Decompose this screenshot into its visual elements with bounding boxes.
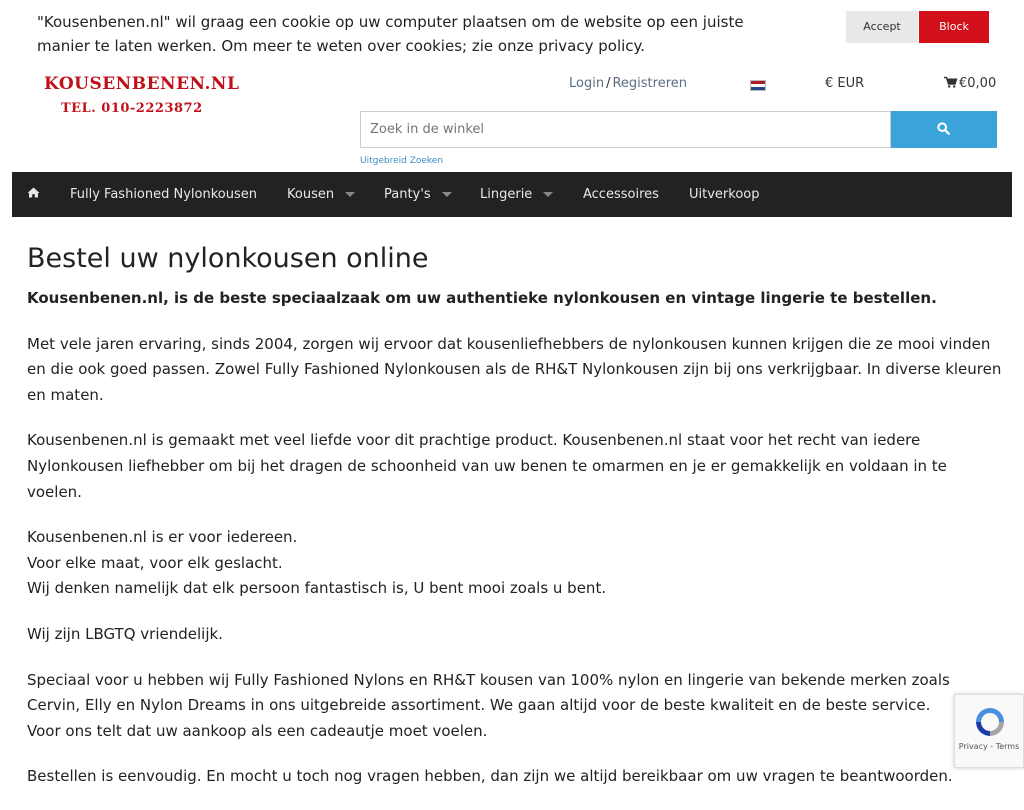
paragraph: Speciaal voor u hebben wij Fully Fashioned Nylons en RH&T kousen van 100% nylon en lingerie van bekende merken zoals Cervin, Elly en Nylon Dreams in ons uitgebreide assortiment. We gaan altijd voor de beste kwaliteit en de beste service.	[27, 670, 950, 715]
paragraph: Bestellen is eenvoudig. En mocht u toch nog vragen hebben, dan zijn we altijd bereikbaar om uw vragen te beantwoorden.	[27, 767, 953, 786]
account-links	[569, 76, 687, 91]
cookie-bar	[0, 0, 1024, 62]
paragraph: Wij denken namelijk dat elk persoon fantastisch is, U bent mooi zoals u bent.	[27, 579, 607, 598]
cart-total: €0,00	[959, 76, 997, 91]
recaptcha-links[interactable]: Privacy - Terms	[958, 742, 1020, 751]
search-input[interactable]	[360, 111, 891, 148]
site-logo[interactable]	[36, 68, 240, 124]
nav-label: Fully Fashioned Nylonkousen	[70, 187, 257, 202]
nav-label: Accessoires	[583, 187, 659, 202]
nav-label: Uitverkoop	[689, 187, 760, 202]
main-navigation	[12, 172, 1012, 217]
recaptcha-badge[interactable]	[954, 694, 1024, 768]
search-icon	[937, 122, 950, 135]
nav-home[interactable]	[12, 172, 54, 217]
register-link[interactable]: Registreren	[612, 76, 688, 91]
intro-text: Kousenbenen.nl, is de beste speciaalzaak om uw authentieke nylonkousen en vintage lingerie te bestellen.	[27, 289, 937, 307]
nav-pantys[interactable]	[384, 172, 452, 217]
logo-phone: TEL. 010-2223872	[61, 101, 203, 116]
advanced-search-link[interactable]: Uitgebreid Zoeken	[360, 156, 444, 166]
paragraph: Voor ons telt dat uw aankoop als een cadeautje moet voelen.	[27, 721, 488, 740]
page-title: Bestel uw nylonkousen online	[27, 243, 429, 274]
chevron-down-icon	[543, 192, 553, 197]
nav-lingerie[interactable]	[480, 172, 553, 217]
logo-name: KOUSENBENEN.NL	[44, 74, 240, 94]
account-separator: /	[606, 76, 611, 91]
nav-fully-fashioned[interactable]	[70, 172, 257, 217]
cookie-message: "Kousenbenen.nl" wil graag een cookie op uw computer plaatsen om de website op een juiste manier te laten werken. Om meer te weten over cookies; zie onze privacy policy.	[37, 13, 744, 55]
recaptcha-icon	[973, 705, 1007, 739]
paragraph: Voor elke maat, voor elk geslacht.	[27, 553, 283, 572]
chevron-down-icon	[442, 192, 452, 197]
nav-uitverkoop[interactable]	[689, 172, 759, 217]
paragraph: Kousenbenen.nl is er voor iedereen.	[27, 528, 298, 547]
block-cookies-button[interactable]: Block	[919, 11, 989, 43]
paragraph: Met vele jaren ervaring, sinds 2004, zorgen wij ervoor dat kousenliefhebbers de nylonkousen kunnen krijgen die ze mooi vinden en die ook goed passen. Zowel Fully Fashioned Nylonkousen als de RH&T Nylonkousen zijn bij ons verkrijgbaar. In diverse kleuren en maten.	[27, 334, 1002, 404]
cart-summary[interactable]	[944, 76, 996, 91]
nav-kousen[interactable]	[287, 172, 355, 217]
nav-label: Lingerie	[480, 187, 533, 202]
paragraph: Wij zijn LBGTQ vriendelijk.	[27, 624, 223, 643]
main-content	[27, 286, 1002, 810]
shopping-cart-icon	[944, 77, 957, 88]
currency-selector[interactable]: € EUR	[825, 76, 865, 91]
accept-cookies-button[interactable]: Accept	[846, 11, 918, 43]
paragraph: Kousenbenen.nl is gemaakt met veel liefde voor dit prachtige product. Kousenbenen.nl staat voor het recht van iedere Nylonkousen liefhebber om bij het dragen de schoonheid van uw benen te omarmen en je er gemakkelijk en voldaan in te voelen.	[27, 431, 947, 501]
search-button[interactable]	[891, 111, 997, 148]
nav-label: Kousen	[287, 187, 335, 202]
chevron-down-icon	[345, 192, 355, 197]
dutch-flag-icon[interactable]	[750, 80, 766, 91]
home-icon	[27, 187, 40, 198]
nav-label: Panty's	[384, 187, 431, 202]
login-link[interactable]: Login	[569, 76, 605, 91]
nav-accessoires[interactable]	[583, 172, 659, 217]
